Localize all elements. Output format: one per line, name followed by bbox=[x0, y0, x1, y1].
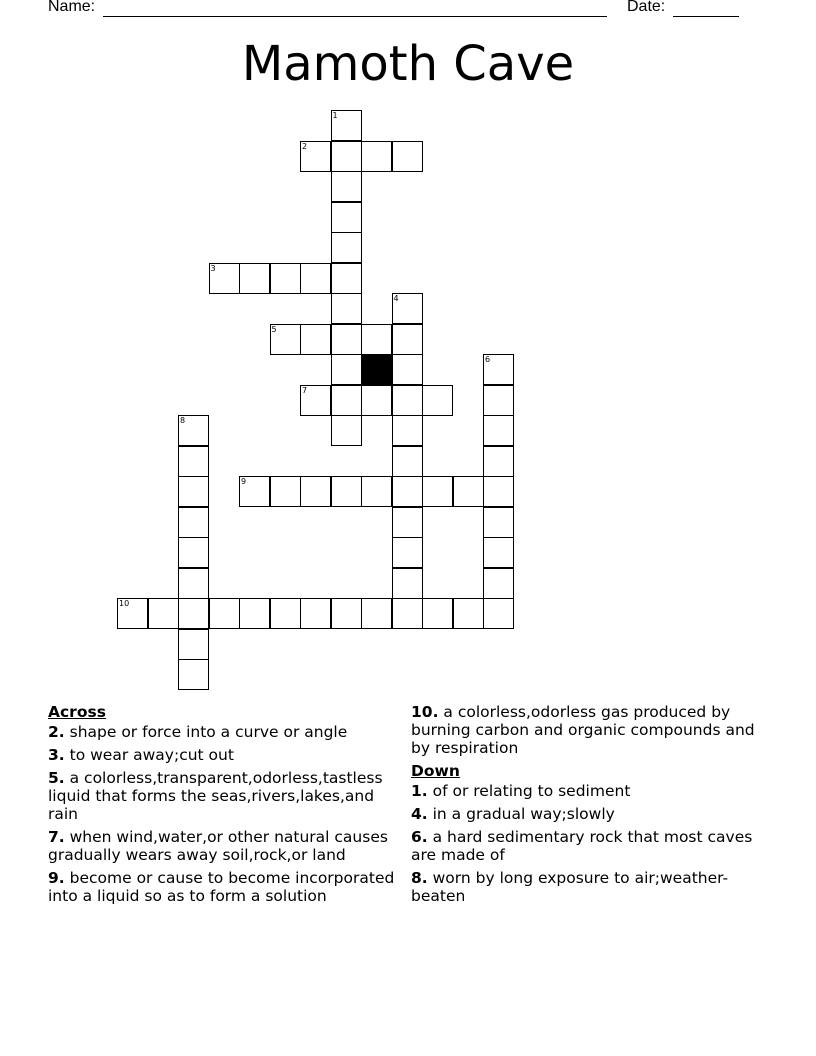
grid-cell[interactable] bbox=[483, 446, 514, 477]
grid-cell[interactable] bbox=[422, 598, 453, 629]
grid-cell[interactable] bbox=[392, 598, 423, 629]
grid-cell[interactable] bbox=[300, 598, 331, 629]
grid-cell[interactable] bbox=[178, 598, 209, 629]
clue-down-6: 6. a hard sedimentary rock that most caves are made of bbox=[411, 828, 753, 864]
name-label: Name: bbox=[48, 0, 96, 15]
clue-number-4: 4 bbox=[393, 294, 399, 303]
grid-cell[interactable] bbox=[453, 476, 484, 507]
clues-right-column bbox=[411, 703, 771, 910]
grid-cell[interactable] bbox=[331, 263, 362, 294]
grid-cell[interactable] bbox=[483, 415, 514, 446]
grid-cell[interactable] bbox=[483, 568, 514, 599]
clue-number-1: 1 bbox=[332, 111, 338, 120]
grid-cell[interactable] bbox=[300, 324, 331, 355]
grid-cell[interactable] bbox=[331, 415, 362, 446]
grid-cell[interactable] bbox=[361, 324, 392, 355]
clue-across-7: 7. when wind,water,or other natural causes gradually wears away soil,rock,or land bbox=[48, 828, 388, 864]
across-heading: Across bbox=[48, 703, 106, 721]
grid-cell[interactable] bbox=[392, 568, 423, 599]
grid-cell[interactable] bbox=[331, 598, 362, 629]
grid-cell[interactable] bbox=[361, 598, 392, 629]
clue-number-3: 3 bbox=[210, 263, 216, 273]
grid-cell[interactable] bbox=[331, 354, 362, 385]
grid-cell[interactable] bbox=[178, 537, 209, 568]
grid-cell[interactable] bbox=[483, 598, 514, 629]
clue-number-10: 10 bbox=[119, 599, 130, 608]
grid-cell[interactable] bbox=[331, 171, 362, 202]
grid-cell[interactable] bbox=[422, 385, 453, 416]
grid-cell[interactable] bbox=[331, 476, 362, 507]
grid-cell[interactable] bbox=[453, 598, 484, 629]
grid-cell[interactable] bbox=[422, 476, 453, 507]
grid-cell[interactable] bbox=[148, 598, 179, 629]
grid-cell[interactable] bbox=[178, 476, 209, 507]
grid-cell[interactable] bbox=[331, 141, 362, 172]
grid-cell[interactable] bbox=[331, 202, 362, 233]
clue-down-1: 1. of or relating to sediment bbox=[411, 782, 631, 800]
grid-cell[interactable] bbox=[392, 415, 423, 446]
grid-cell[interactable] bbox=[178, 568, 209, 599]
grid-cell[interactable] bbox=[483, 476, 514, 507]
clue-number-5: 5 bbox=[271, 324, 277, 334]
page-title: Mamoth Cave bbox=[241, 36, 575, 92]
date-label: Date: bbox=[627, 0, 666, 15]
grid-cell[interactable] bbox=[270, 598, 301, 629]
clue-down-8: 8. worn by long exposure to air;weather-beaten bbox=[411, 869, 729, 905]
grid-cell[interactable] bbox=[331, 385, 362, 416]
grid-cell[interactable] bbox=[392, 446, 423, 477]
grid-cell[interactable] bbox=[392, 324, 423, 355]
grid-cell[interactable] bbox=[239, 263, 270, 294]
grid-cell[interactable] bbox=[392, 476, 423, 507]
grid-cell[interactable] bbox=[178, 446, 209, 477]
grid-cell[interactable] bbox=[483, 537, 514, 568]
grid-cell[interactable] bbox=[300, 263, 331, 294]
clue-number-6: 6 bbox=[485, 355, 491, 364]
clue-number-2: 2 bbox=[302, 141, 308, 151]
grid-cell[interactable] bbox=[331, 232, 362, 263]
clue-across-3: 3. to wear away;cut out bbox=[48, 746, 234, 764]
grid-cell[interactable] bbox=[331, 324, 362, 355]
clue-across-9: 9. become or cause to become incorporated into a liquid so as to form a solution bbox=[48, 869, 395, 905]
grid-cell[interactable] bbox=[361, 141, 392, 172]
grid-cell[interactable] bbox=[239, 598, 270, 629]
grid-cell[interactable] bbox=[331, 293, 362, 324]
clues-left-column bbox=[48, 703, 406, 910]
down-heading: Down bbox=[411, 762, 460, 780]
clue-number-7: 7 bbox=[302, 385, 308, 395]
grid-cell[interactable] bbox=[483, 385, 514, 416]
grid-cell[interactable] bbox=[270, 476, 301, 507]
clue-across-5: 5. a colorless,transparent,odorless,tastless liquid that forms the seas,rivers,lakes,and rain bbox=[48, 769, 383, 823]
grid-cell[interactable] bbox=[209, 598, 240, 629]
clue-across-2: 2. shape or force into a curve or angle bbox=[48, 723, 348, 741]
grid-cell[interactable] bbox=[270, 263, 301, 294]
grid-cell[interactable] bbox=[392, 141, 423, 172]
grid-cell[interactable] bbox=[392, 537, 423, 568]
grid-cell[interactable] bbox=[178, 507, 209, 538]
clue-down-4: 4. in a gradual way;slowly bbox=[411, 805, 615, 823]
grid-cell[interactable] bbox=[361, 476, 392, 507]
clue-across-10: 10. a colorless,odorless gas produced by burning carbon and organic compounds and by respiration bbox=[411, 703, 755, 757]
grid-cell[interactable] bbox=[300, 476, 331, 507]
black-cell bbox=[361, 354, 392, 385]
grid-cell[interactable] bbox=[483, 507, 514, 538]
clue-number-8: 8 bbox=[180, 416, 186, 425]
grid-cell[interactable] bbox=[361, 385, 392, 416]
grid-cell[interactable] bbox=[178, 629, 209, 660]
grid-cell[interactable] bbox=[392, 354, 423, 385]
grid-cell[interactable] bbox=[392, 507, 423, 538]
grid-cell[interactable] bbox=[178, 659, 209, 690]
grid-cell[interactable] bbox=[392, 385, 423, 416]
clue-number-9: 9 bbox=[241, 477, 247, 486]
